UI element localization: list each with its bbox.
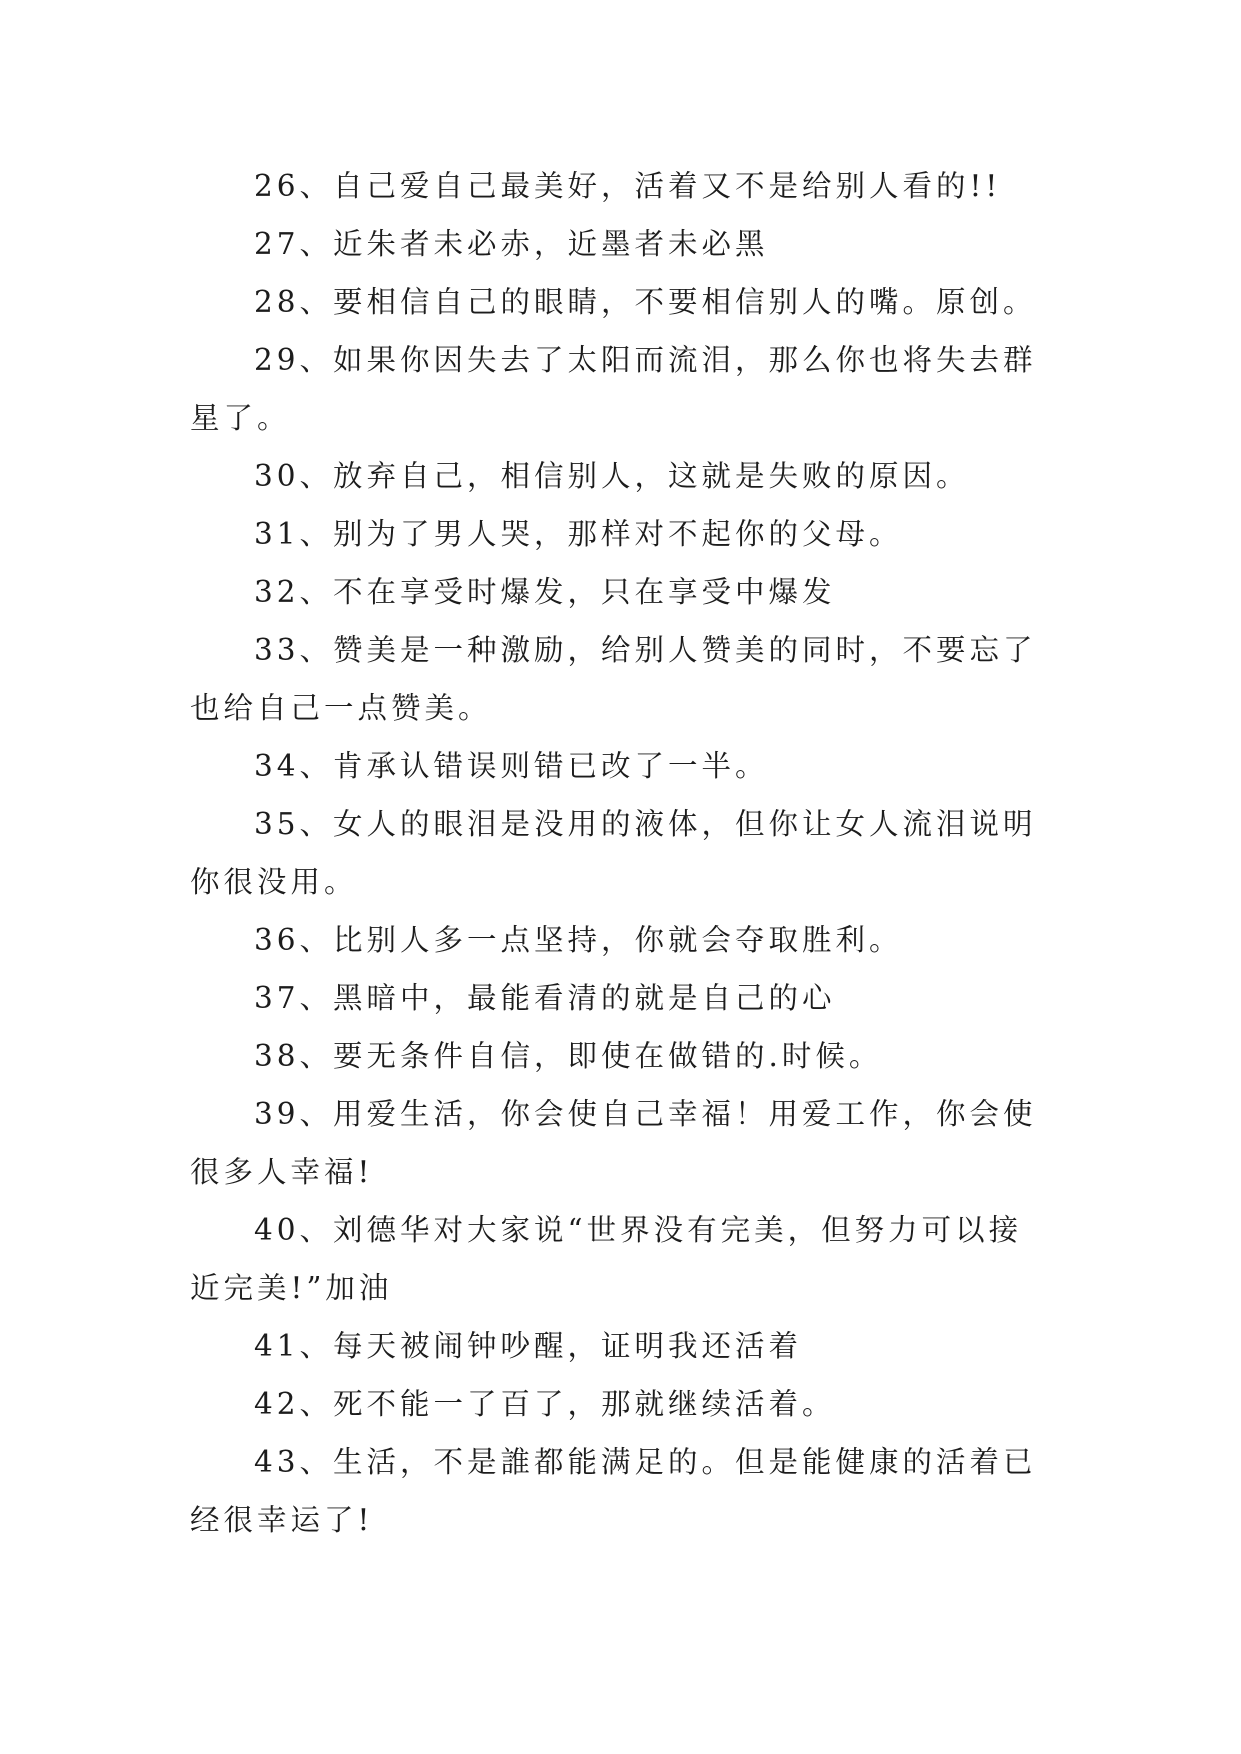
paragraph-35: 35、女人的眼泪是没用的液体，但你让女人流泪说明你很没用。 [190, 807, 1037, 899]
paragraph-31: 31、别为了男人哭，那样对不起你的父母。 [254, 517, 903, 551]
paragraph-39: 39、用爱生活，你会使自己幸福！用爱工作，你会使很多人幸福! [190, 1097, 1037, 1189]
paragraph-41: 41、每天被闹钟吵醒，证明我还活着 [254, 1329, 803, 1363]
paragraph-43: 43、生活，不是誰都能满足的。但是能健康的活着已经很幸运了! [190, 1445, 1037, 1537]
paragraph-28: 28、要相信自己的眼睛，不要相信别人的嘴。原创。 [254, 285, 1037, 319]
paragraph-37: 37、黑暗中，最能看清的就是自己的心 [254, 981, 836, 1015]
paragraph-40: 40、刘德华对大家说“世界没有完美，但努力可以接近完美!”加油 [190, 1213, 1023, 1305]
paragraph-26: 26、自己爱自己最美好，活着又不是给别人看的!! [254, 169, 1002, 203]
paragraph-38: 38、要无条件自信，即使在做错的.时候。 [254, 1039, 883, 1073]
paragraph-27: 27、近朱者未必赤，近墨者未必黑 [254, 227, 769, 261]
paragraph-33: 33、赞美是一种激励，给别人赞美的同时，不要忘了也给自己一点赞美。 [190, 633, 1037, 725]
document-body [190, 157, 1050, 1549]
paragraph-42: 42、死不能一了百了，那就继续活着。 [254, 1387, 836, 1421]
paragraph-34: 34、肯承认错误则错已改了一半。 [254, 749, 769, 783]
paragraph-30: 30、放弃自己，相信别人，这就是失败的原因。 [254, 459, 970, 493]
paragraph-32: 32、不在享受时爆发，只在享受中爆发 [254, 575, 836, 609]
paragraph-29: 29、如果你因失去了太阳而流泪，那么你也将失去群星了。 [190, 343, 1037, 435]
paragraph-36: 36、比别人多一点坚持，你就会夺取胜利。 [254, 923, 903, 957]
